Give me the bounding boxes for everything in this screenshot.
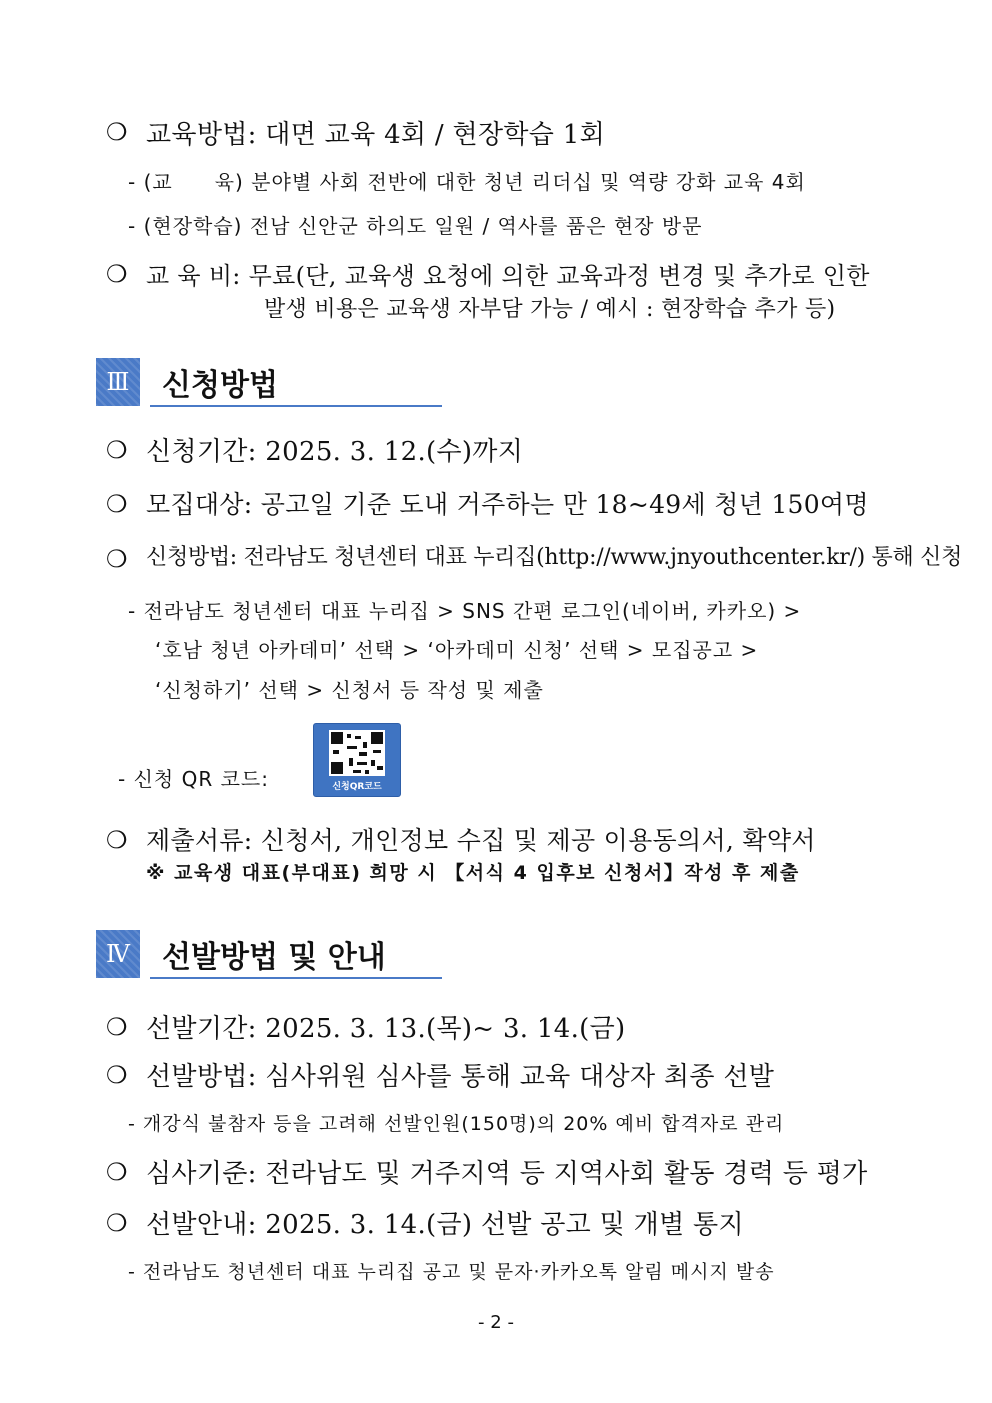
qr-code-label: - 신청 QR 코드:: [118, 767, 269, 791]
section-rule-4: [150, 977, 442, 979]
select-criteria: 심사기준: 전라남도 및 거주지역 등 지역사회 활동 경력 등 평가: [146, 1159, 868, 1189]
edu-method-sub2: - (현장학습) 전남 신안군 하의도 일원 / 역사를 품은 현장 방문: [128, 214, 703, 238]
section-rule-3: [150, 405, 442, 407]
select-notice: 선발안내: 2025. 3. 14.(금) 선발 공고 및 개별 통지: [146, 1210, 744, 1240]
edu-method-sub1: - (교 육) 분야별 사회 전반에 대한 청년 리더십 및 역량 강화 교육 4회: [128, 170, 806, 194]
submit-docs: 제출서류: 신청서, 개인정보 수집 및 제공 이용동의서, 확약서: [146, 826, 816, 855]
section-number-4: Ⅳ: [96, 930, 140, 978]
bullet-icon: ❍: [106, 260, 128, 288]
edu-cost-line2: 발생 비용은 교육생 자부담 가능 / 예시 : 현장학습 추가 등): [264, 297, 836, 322]
bullet-icon: ❍: [106, 545, 128, 573]
edu-cost-line1: 교 육 비: 무료(단, 교육생 요청에 의한 교육과정 변경 및 추가로 인한: [146, 262, 870, 290]
bullet-icon: ❍: [106, 490, 128, 518]
bullet-icon: ❍: [106, 826, 128, 854]
edu-method: 교육방법: 대면 교육 4회 / 현장학습 1회: [146, 120, 606, 150]
select-method: 선발방법: 심사위원 심사를 통해 교육 대상자 최종 선발: [146, 1062, 775, 1092]
page-number: - 2 -: [478, 1312, 514, 1333]
apply-steps-line2: ‘호남 청년 아카데미’ 선택 > ‘아카데미 신청’ 선택 > 모집공고 >: [155, 638, 759, 662]
select-period: 선발기간: 2025. 3. 13.(목)~ 3. 14.(금): [146, 1014, 626, 1044]
select-method-sub: - 개강식 불참자 등을 고려해 선발인원(150명)의 20% 예비 합격자로 관리: [128, 1113, 785, 1135]
select-notice-sub: - 전라남도 청년센터 대표 누리집 공고 및 문자·카카오톡 알림 메시지 발송: [128, 1261, 775, 1283]
apply-steps-line3: ‘신청하기’ 선택 > 신청서 등 작성 및 제출: [155, 678, 544, 702]
qr-code-pattern: [329, 730, 385, 776]
section-number-3: Ⅲ: [96, 358, 140, 406]
bullet-icon: ❍: [106, 1158, 128, 1186]
apply-target: 모집대상: 공고일 기준 도내 거주하는 만 18~49세 청년 150여명: [146, 490, 869, 519]
qr-code-image[interactable]: [313, 723, 401, 797]
bullet-icon: ❍: [106, 436, 128, 464]
submit-docs-note: ※ 교육생 대표(부대표) 희망 시 【서식 4 입후보 신청서】작성 후 제출: [146, 862, 800, 884]
bullet-icon: ❍: [106, 118, 128, 146]
qr-code-caption: 신청QR코드: [332, 782, 382, 792]
section-title-4: 선발방법 및 안내: [162, 940, 386, 975]
section-title-3: 신청방법: [162, 368, 278, 403]
apply-steps-line1: - 전라남도 청년센터 대표 누리집 > SNS 간편 로그인(네이버, 카카오) >: [128, 599, 802, 623]
apply-period: 신청기간: 2025. 3. 12.(수)까지: [146, 437, 524, 467]
bullet-icon: ❍: [106, 1209, 128, 1237]
bullet-icon: ❍: [106, 1013, 128, 1041]
bullet-icon: ❍: [106, 1061, 128, 1089]
apply-method: 신청방법: 전라남도 청년센터 대표 누리집(http://www.jnyouthcenter.kr/) 통해 신청: [146, 545, 963, 570]
